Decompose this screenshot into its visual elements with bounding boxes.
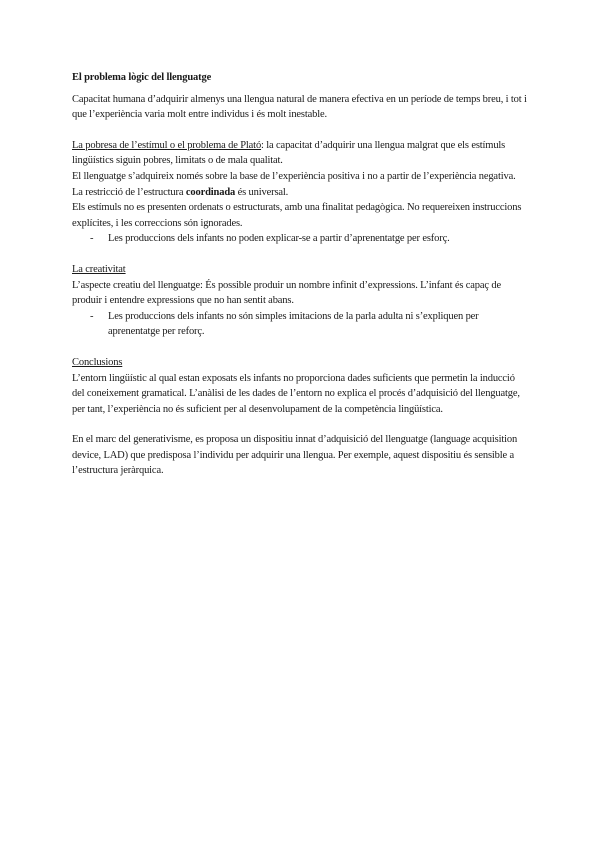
document-title: El problema lògic del llenguatge: [72, 72, 212, 83]
section-poverty-paragraph-3: [72, 185, 528, 201]
list-item: [72, 231, 528, 247]
section-heading-conclusions: Conclusions: [72, 356, 123, 368]
section-poverty-bullet-list: [72, 231, 528, 247]
section-poverty-of-stimulus: [72, 138, 528, 247]
section-conclusions-paragraph-2: En el marc del generativisme, es proposa un dispositiu innat d’adquisició del llenguatge (language acquisition device, LAD) que predisposa l’individu per adquirir una llengua. Per exemple, aquest dispositiu és sensible a l’estructura jeràrquica.: [72, 434, 518, 477]
bold-term: coordinada: [185, 186, 236, 198]
bullet-dash: -: [90, 233, 94, 245]
section-poverty-paragraph-4: Els estímuls no es presenten ordenats o estructurats, amb una finalitat pedagògica. No requereixen instruccions explícites, i les correccions són ignorades.: [72, 202, 522, 229]
section-poverty-first-paragraph: [72, 138, 528, 169]
bullet-dash: -: [90, 310, 94, 322]
text-run: La restricció de l’estructura: [72, 186, 186, 198]
section-poverty-paragraph-2: El llenguatge s’adquireix només sobre la base de l’experiència positiva i no a partir de l’experiència negativa.: [72, 170, 516, 182]
section-creativity-bullet-list: [72, 309, 528, 340]
list-item-text: Les produccions dels infants no són simples imitacions de la parla adulta ni s’expliquen per aprenentatge per reforç.: [108, 310, 479, 338]
list-item-text: Les produccions dels infants no poden explicar-se a partir d’aprenentatge per esforç.: [108, 233, 450, 245]
section-creativity: [72, 262, 528, 340]
text-run: és universal.: [235, 186, 289, 198]
list-item: [72, 309, 528, 340]
section-poverty-definition: : la capacitat d’adquirir una llengua malgrat que els estímuls lingüístics siguin pobres, limitats o de mala qualitat.: [72, 139, 506, 167]
section-heading-poverty: La pobresa de l’estímul o el problema de Plató: [72, 139, 262, 151]
section-creativity-paragraph: L’aspecte creatiu del llenguatge: És possible produir un nombre infinit d’expressions. L’infant és capaç de produir i entendre expressions que no han sentit abans.: [72, 279, 502, 307]
section-conclusions: [72, 355, 528, 417]
document-body: [72, 70, 528, 479]
section-conclusions-paragraph-1: L’entorn lingüístic al qual estan exposats els infants no proporciona dades suficients que permetin la inducció del coneixement gramatical. L’anàlisi de les dades de l’entorn no explica el procés d’adquisició del llenguatge, per tant, l’experiència no és suficient per al desenvolupament de la competència lingüística.: [72, 372, 520, 415]
section-generativism: [72, 432, 528, 479]
section-heading-creativity: La creativitat: [72, 263, 126, 275]
intro-paragraph: Capacitat humana d’adquirir almenys una llengua natural de manera efectiva en un període de temps breu, i tot i que l’experiència varia molt entre individus i és molt inestable.: [72, 93, 527, 121]
